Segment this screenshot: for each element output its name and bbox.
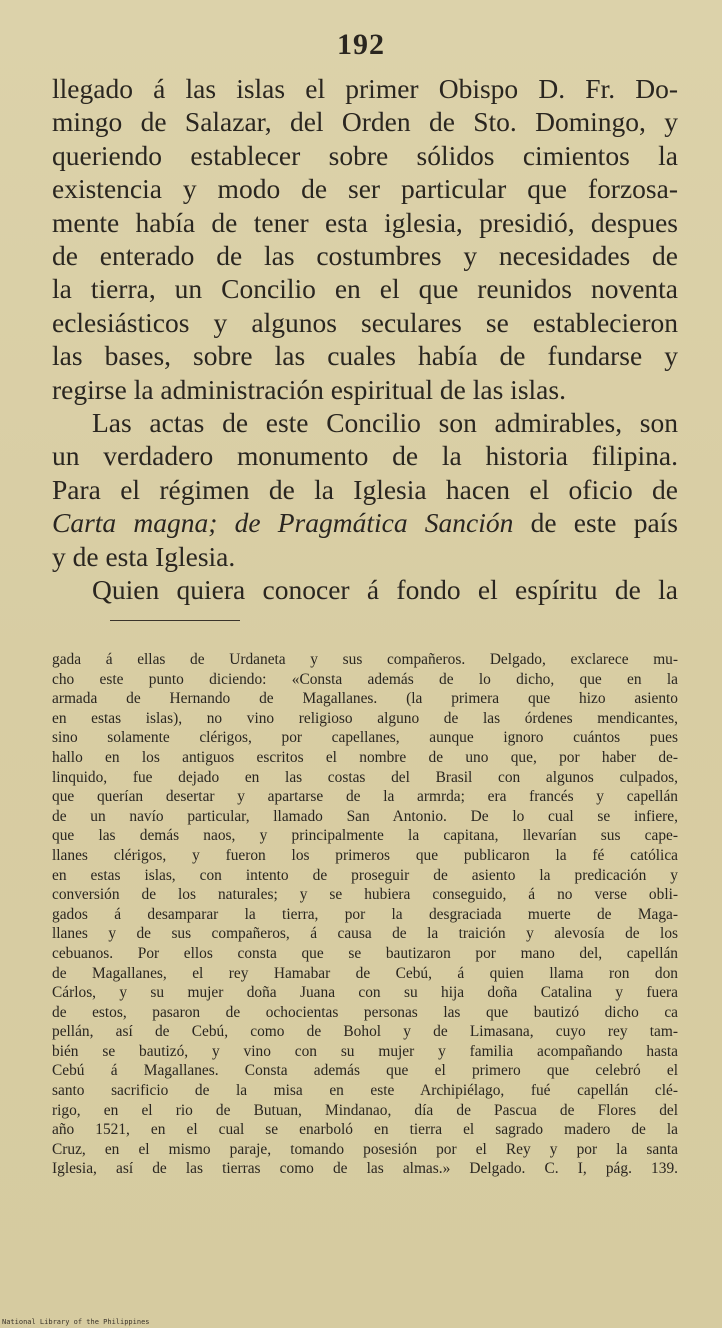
footnote-line: año 1521, en el cual se enarboló en tierra el sagrado madero de la bbox=[52, 1121, 678, 1139]
footnote-line: santo sacrificio de la misa en este Archipiélago, fué capellán clé- bbox=[52, 1082, 678, 1100]
italic-phrase: Carta magna; de Pragmática Sanción bbox=[52, 507, 514, 539]
footnote-line: bién se bautizó, y vino con su mujer y familia acompañando hasta bbox=[52, 1042, 678, 1060]
footnote-line: cebuanos. Por ellos consta que se bautizaron por mano del, capellán bbox=[52, 944, 678, 962]
main-line: queriendo establecer sobre sólidos cimientos la bbox=[52, 139, 678, 171]
main-line: las bases, sobre las cuales había de fundarse y bbox=[52, 340, 678, 372]
footnote-line: armada de Hernando de Magallanes. (la primera que hizo asiento bbox=[52, 690, 678, 708]
footnote-block bbox=[52, 650, 678, 1179]
main-text-block bbox=[52, 72, 678, 607]
footnote-line: de un navío particular, llamado San Antonio. De lo cual se infiere, bbox=[52, 807, 678, 825]
main-line: regirse la administración espiritual de las islas. bbox=[52, 373, 566, 405]
main-line: mente había de tener esta iglesia, presidió, despues bbox=[52, 206, 678, 238]
library-credit: National Library of the Philippines bbox=[2, 1318, 150, 1326]
footnote-separator-rule bbox=[110, 620, 240, 621]
footnote-line: Cárlos, y su mujer doña Juana con su hija doña Catalina y fuera bbox=[52, 984, 678, 1002]
footnote-line: de Magallanes, el rey Hamabar de Cebú, á quien llama ron don bbox=[52, 964, 678, 982]
footnote-line: cho este punto diciendo: «Consta además de lo dicho, que en la bbox=[52, 670, 678, 688]
footnote-line: conversión de los naturales; y se hubiera conseguido, á no verse obli- bbox=[52, 886, 678, 904]
footnote-line: en estas islas, con intento de proseguir de asiento la predicación y bbox=[52, 866, 678, 884]
footnote-line: hallo en los antiguos escritos el nombre de uno que, por haber de- bbox=[52, 748, 678, 766]
main-line: Para el régimen de la Iglesia hacen el oficio de bbox=[52, 473, 678, 505]
footnote-line: linquido, fue dejado en las costas del Brasil con algunos culpados, bbox=[52, 768, 678, 786]
main-line: Las actas de este Concilio son admirables, son bbox=[92, 407, 678, 439]
footnote-line: en estas islas), no vino religioso alguno de las órdenes mendicantes, bbox=[52, 709, 678, 727]
footnote-line: pellán, así de Cebú, como de Bohol y de Limasana, cuyo rey tam- bbox=[52, 1023, 678, 1041]
footnote-line: Cruz, en el mismo paraje, tomando posesión por el Rey y por la santa bbox=[52, 1140, 678, 1158]
page-number: 192 bbox=[337, 28, 385, 61]
footnote-line: gada á ellas de Urdaneta y sus compañeros. Delgado, exclarece mu- bbox=[52, 651, 678, 668]
footnote-line: llanes clérigos, y fueron los primeros que publicaron la fé católica bbox=[52, 846, 678, 864]
footnote-line: que querían desertar y apartarse de la armrda; era francés y capellán bbox=[52, 788, 678, 806]
main-line: y de esta Iglesia. bbox=[52, 540, 236, 572]
footnote-line: sino solamente clérigos, por capellanes, aunque ignoro cuántos pues bbox=[52, 729, 678, 747]
footnote-line: de estos, pasaron de ochocientas personas las que bautizó dicho ca bbox=[52, 1003, 678, 1021]
main-line: un verdadero monumento de la historia filipina. bbox=[52, 440, 678, 472]
footnote-line: Iglesia, así de las tierras como de las almas.» Delgado. C. I, pág. 139. bbox=[52, 1160, 678, 1178]
footnote-line: Cebú á Magallanes. Consta además que el primero que celebró el bbox=[52, 1062, 678, 1080]
main-line: existencia y modo de ser particular que forzosa- bbox=[52, 173, 678, 205]
main-line: eclesiásticos y algunos seculares se establecieron bbox=[52, 306, 678, 338]
footnote-line: rigo, en el rio de Butuan, Mindanao, día de Pascua de Flores del bbox=[52, 1101, 678, 1119]
main-line: Quien quiera conocer á fondo el espíritu de la bbox=[92, 574, 678, 606]
main-line: mingo de Salazar, del Orden de Sto. Domingo, y bbox=[52, 106, 678, 138]
italic-line-rest: de este país bbox=[513, 507, 678, 539]
main-line: de enterado de las costumbres y necesidades de bbox=[52, 240, 678, 272]
main-line-italic bbox=[52, 506, 678, 539]
main-line: la tierra, un Concilio en el que reunidos noventa bbox=[52, 273, 678, 305]
main-line: llegado á las islas el primer Obispo D. Fr. Do- bbox=[52, 73, 678, 104]
footnote-line: que las demás naos, y principalmente la capitana, llevarían sus cape- bbox=[52, 827, 678, 845]
footnote-line: gados á desamparar la tierra, por la desgraciada muerte de Maga- bbox=[52, 905, 678, 923]
footnote-line: llanes y de sus compañeros, á causa de la traición y alevosía de los bbox=[52, 925, 678, 943]
